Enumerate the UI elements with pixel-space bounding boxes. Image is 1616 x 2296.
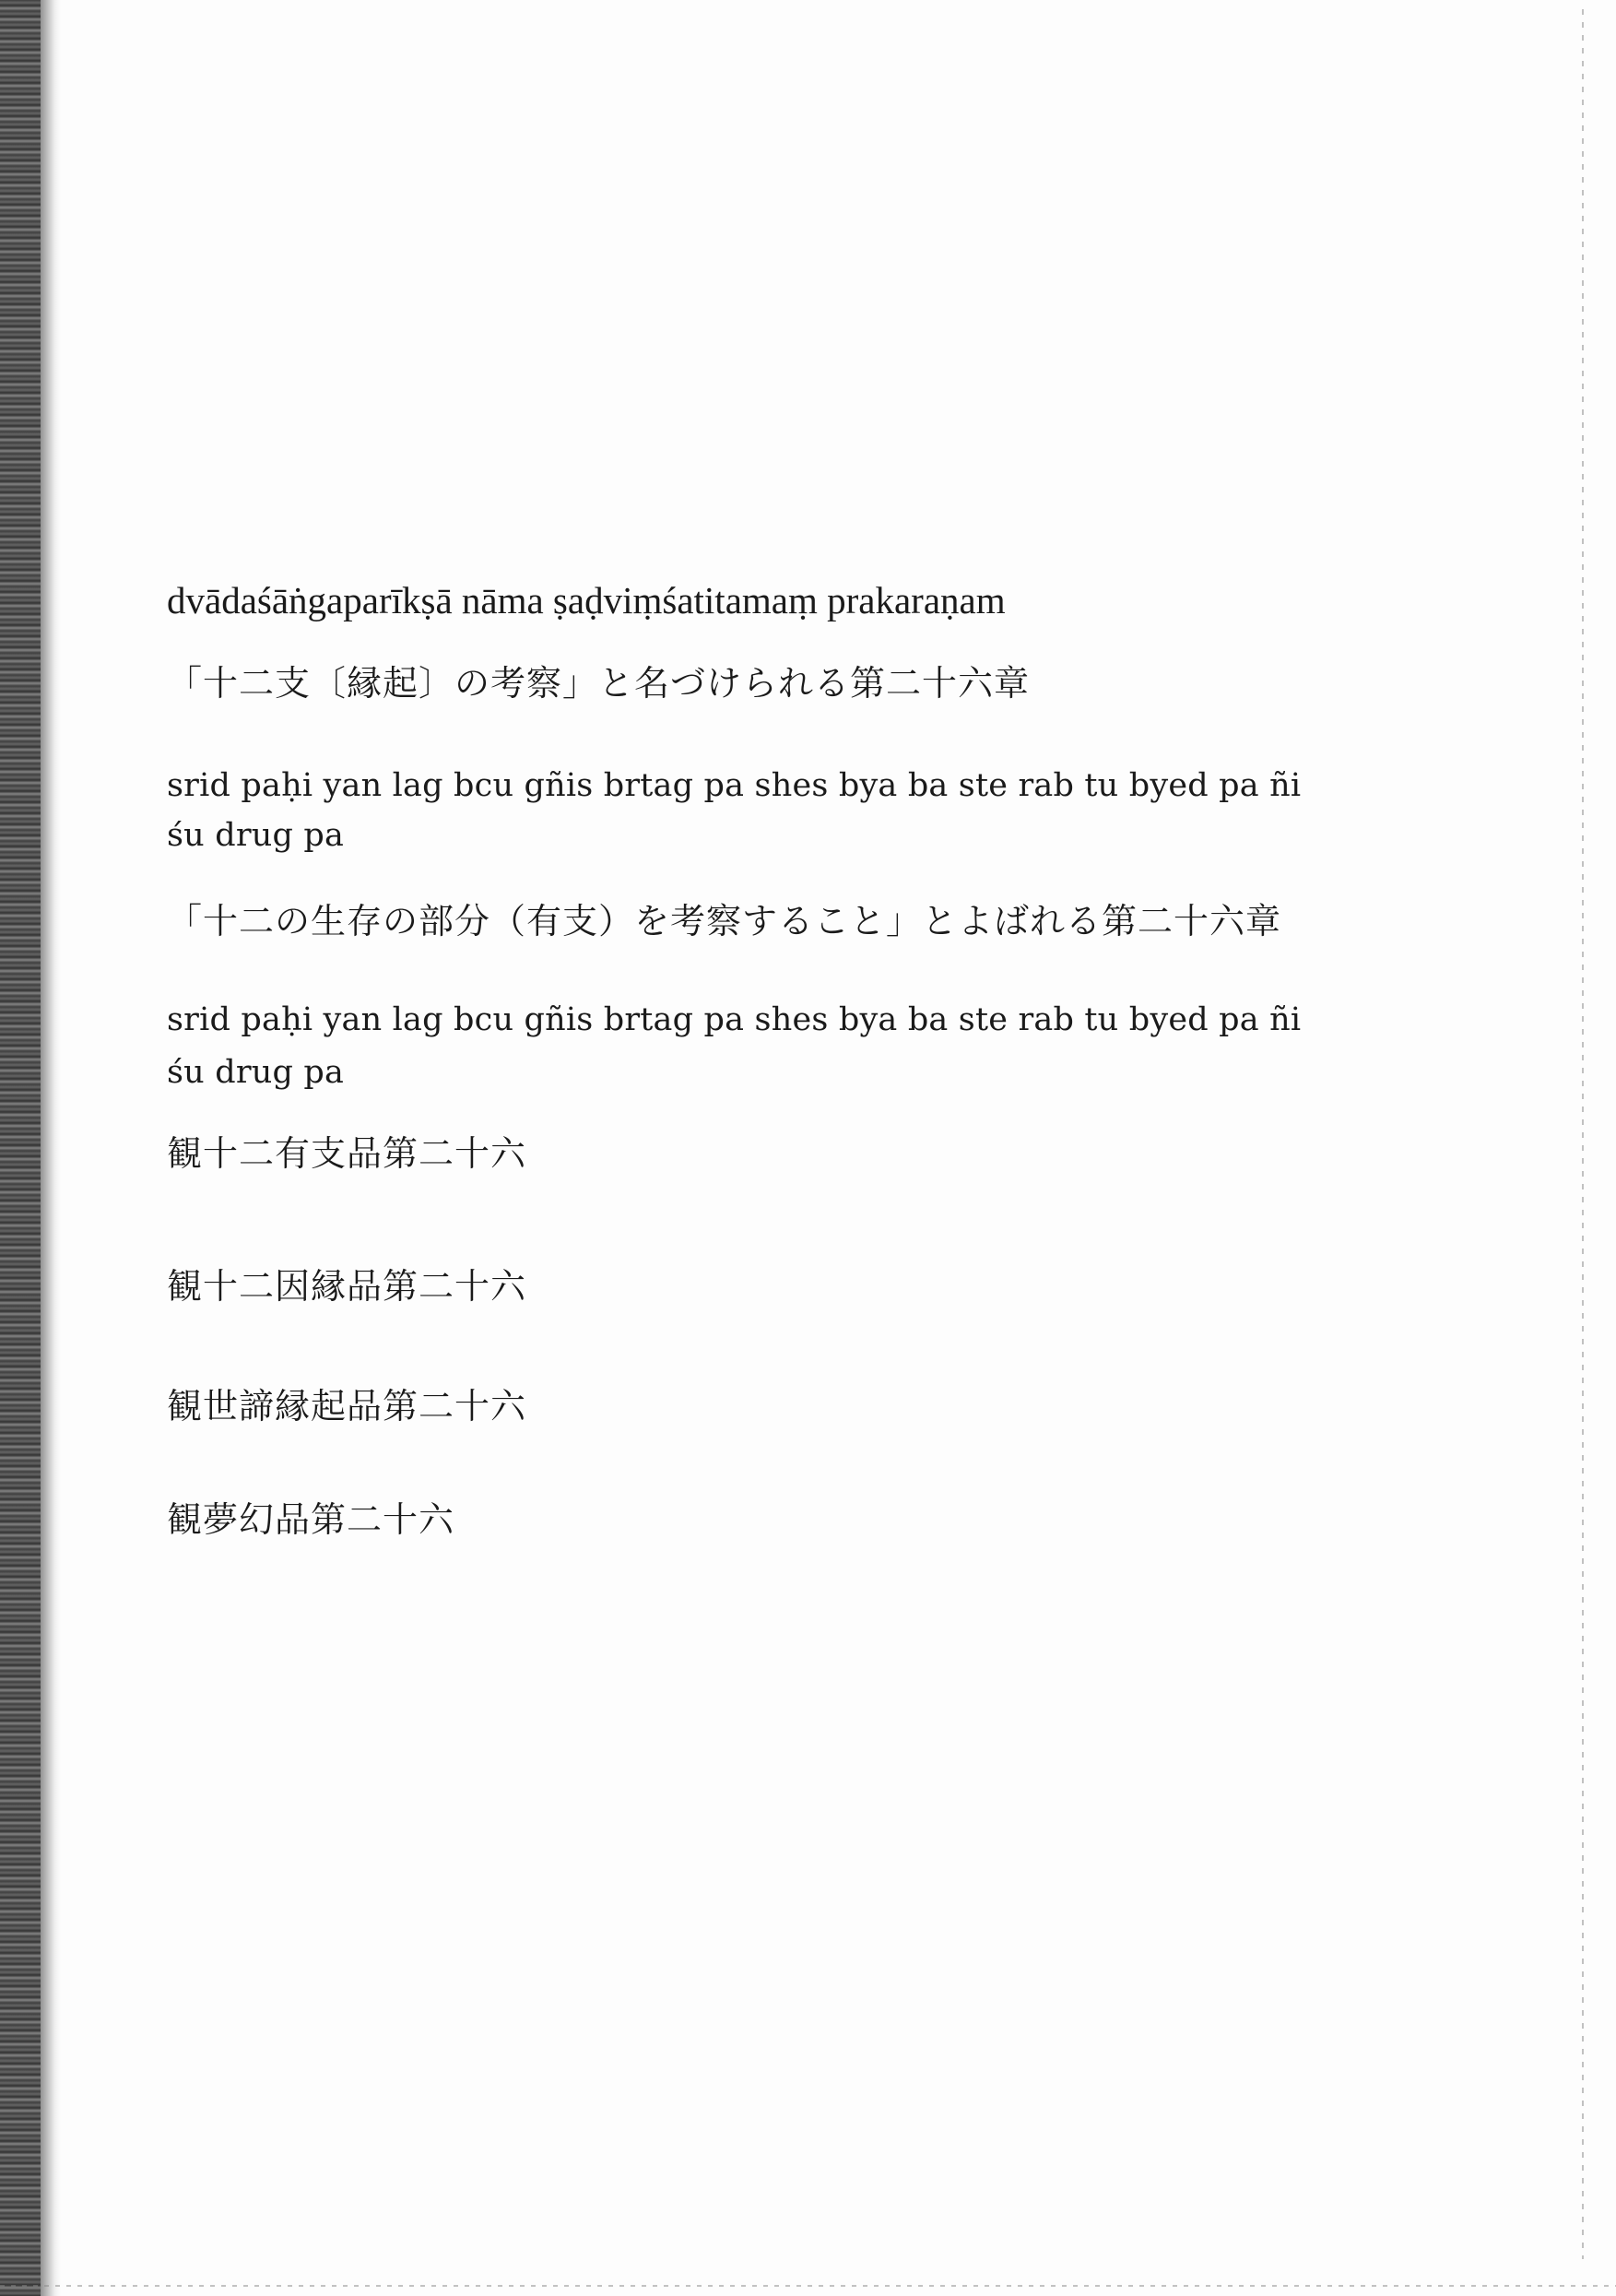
tibetan-title-2-line-1: srid paḥi yan lag bcu gñis brtag pa shes bya ba ste rab tu byed pa ñi [167,1001,1302,1038]
chinese-title-4: 観夢幻品第二十六 [167,1499,455,1540]
chinese-title-2: 観十二因縁品第二十六 [167,1266,527,1307]
bottom-page-edge [0,2285,1616,2287]
tibetan-title-translation: 「十二の生存の部分（有支）を考察すること」とよばれる第二十六章 [167,901,1282,941]
tibetan-title-1-line-1: srid paḥi yan lag bcu gñis brtag pa shes bya ba ste rab tu byed pa ñi [167,767,1302,804]
binding-edge-shadow [0,0,41,2296]
right-page-edge [1582,9,1584,2259]
chinese-title-3: 観世諦縁起品第二十六 [167,1386,527,1426]
sanskrit-title-translation: 「十二支〔縁起〕の考察」と名づけられる第二十六章 [167,663,1031,704]
tibetan-title-1-line-2: śu drug pa [167,817,345,854]
sanskrit-title: dvādaśāṅgaparīkṣā nāma ṣaḍviṃśatitamaṃ prakaraṇam [167,579,1006,621]
binding-edge-gradient [41,0,61,2296]
tibetan-title-2-line-2: śu drug pa [167,1054,345,1091]
chinese-title-1: 観十二有支品第二十六 [167,1133,527,1174]
